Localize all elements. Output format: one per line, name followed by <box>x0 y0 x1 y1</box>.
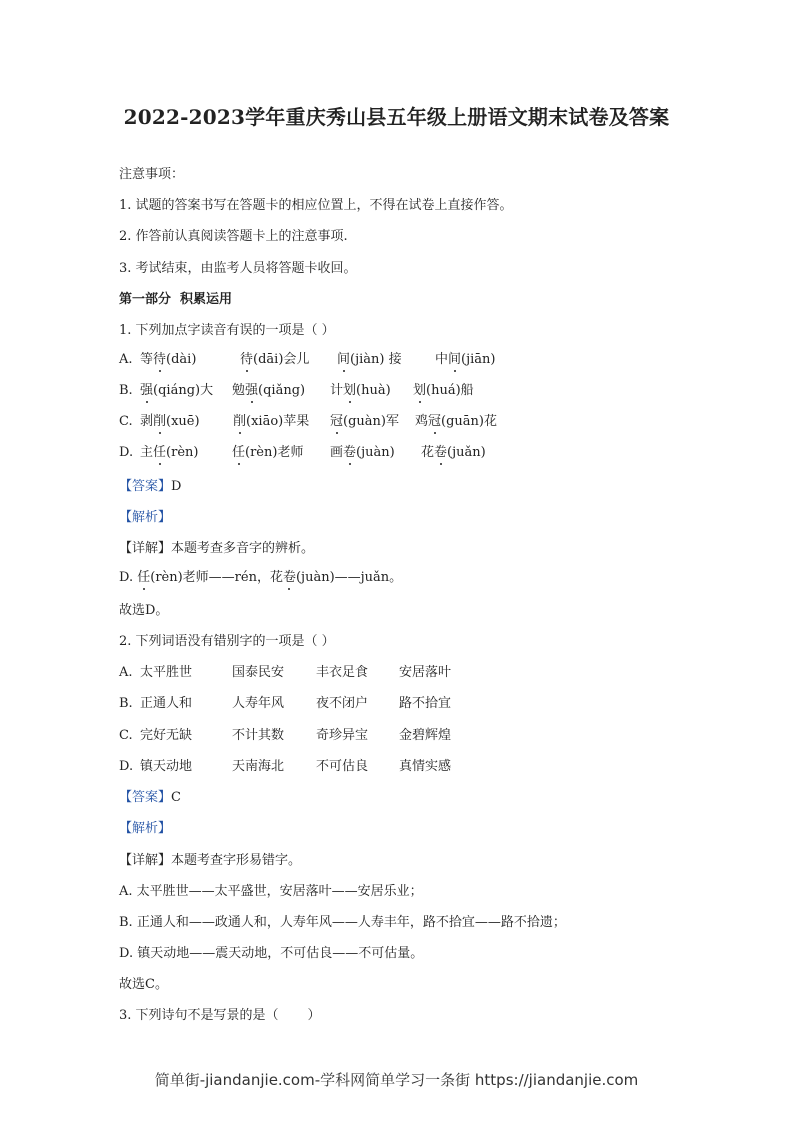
q1-detail: 【详解】本题考查多音字的辨析。 <box>119 541 315 556</box>
q1-option-b <box>119 382 619 400</box>
option-word: 夜不闭户 <box>316 696 369 711</box>
option-item: 冠(guàn)军 <box>330 414 399 429</box>
option-word: 国泰民安 <box>232 665 285 680</box>
option-word: 完好无缺 <box>140 728 193 743</box>
q1-analysis-tag: 【解析】 <box>119 510 172 525</box>
q2-analysis-tag: 【解析】 <box>119 821 172 836</box>
option-item: 划(huá)船 <box>413 383 474 398</box>
q1-option-a <box>119 351 619 369</box>
notice-item-3: 3. 考试结束，由监考人员将答题卡收回。 <box>119 261 357 276</box>
answer-tag: 【答案】 <box>119 790 172 805</box>
answer-value: D <box>171 479 182 494</box>
q2-explain-b: B. 正通人和——政通人和，人寿年风——人寿丰年，路不拾宜——路不拾遗； <box>119 915 566 930</box>
q1-question: 1. 下列加点字读音有误的一项是（ ） <box>119 323 335 338</box>
option-item: 画卷(juàn) <box>330 445 395 460</box>
option-label: C. <box>119 414 133 429</box>
option-word: 人寿年风 <box>232 696 285 711</box>
q1-option-c <box>119 413 619 431</box>
option-word: 安居落叶 <box>399 665 452 680</box>
footer-watermark: 简单街-jiandanjie.com-学科网简单学习一条街 https://jiandanjie.com <box>154 1071 639 1089</box>
option-item: 剥削(xuē) <box>140 414 200 429</box>
option-item: 主任(rèn) <box>140 445 199 460</box>
notice-item-1: 1. 试题的答案书写在答题卡的相应位置上，不得在试卷上直接作答。 <box>119 198 513 213</box>
option-item: 勉强(qiǎng) <box>232 383 306 398</box>
answer-value: C <box>171 790 181 805</box>
option-word: 太平胜世 <box>140 665 193 680</box>
q2-explain-a: A. 太平胜世——太平盛世，安居落叶——安居乐业； <box>119 884 423 899</box>
option-item: 鸡冠(guān)花 <box>415 414 497 429</box>
option-item: 间(jiàn) 接 <box>337 352 402 367</box>
option-word: 不可估良 <box>316 759 369 774</box>
option-word: 真情实感 <box>399 759 452 774</box>
q2-option-a <box>119 664 519 682</box>
q2-detail: 【详解】本题考查字形易错字。 <box>119 853 302 868</box>
option-item: 中间(jiān) <box>435 352 496 367</box>
q2-conclusion: 故选C。 <box>119 977 168 992</box>
section-heading: 第一部分 积累运用 <box>119 292 233 307</box>
option-word: 天南海北 <box>232 759 285 774</box>
q1-explain: D. 任(rèn)老师——rén，花卷(juàn)——juǎn。 <box>119 570 403 585</box>
option-label: B. <box>119 383 133 398</box>
q1-option-d <box>119 444 619 462</box>
option-word: 金碧辉煌 <box>399 728 452 743</box>
q3-question: 3. 下列诗句不是写景的是（ ） <box>119 1008 321 1023</box>
notice-heading: 注意事项： <box>119 167 185 182</box>
option-item: 削(xiāo)苹果 <box>233 414 310 429</box>
option-word: 不计其数 <box>232 728 285 743</box>
notice-item-2: 2. 作答前认真阅读答题卡上的注意事项. <box>119 229 348 244</box>
option-word: 奇珍异宝 <box>316 728 369 743</box>
q2-option-c <box>119 727 519 745</box>
q1-conclusion: 故选D。 <box>119 603 169 618</box>
answer-tag: 【答案】 <box>119 479 172 494</box>
option-word: 丰衣足食 <box>316 665 369 680</box>
option-label: D. <box>119 759 134 774</box>
option-word: 正通人和 <box>140 696 193 711</box>
q2-explain-d: D. 镇天动地——震天动地，不可估良——不可估量。 <box>119 946 424 961</box>
option-label: A. <box>119 665 133 680</box>
option-word: 路不拾宜 <box>399 696 452 711</box>
option-label: D. <box>119 445 134 460</box>
q2-answer <box>119 789 181 807</box>
document-title: 2022-2023学年重庆秀山县五年级上册语文期末试卷及答案 <box>123 105 670 129</box>
option-item: 任(rèn)老师 <box>232 445 304 460</box>
option-item: 花卷(juǎn) <box>421 445 486 460</box>
q1-answer <box>119 478 181 496</box>
option-item: 等待(dài) <box>140 352 197 367</box>
option-label: A. <box>119 352 133 367</box>
q2-question: 2. 下列词语没有错别字的一项是（ ） <box>119 634 335 649</box>
option-item: 计划(huà) <box>330 383 391 398</box>
option-label: B. <box>119 696 133 711</box>
option-item: 强(qiáng)大 <box>140 383 214 398</box>
q2-option-d <box>119 758 519 776</box>
option-item: 待(dāi)会儿 <box>240 352 310 367</box>
option-word: 镇天动地 <box>140 759 193 774</box>
option-label: C. <box>119 728 133 743</box>
q2-option-b <box>119 695 519 713</box>
